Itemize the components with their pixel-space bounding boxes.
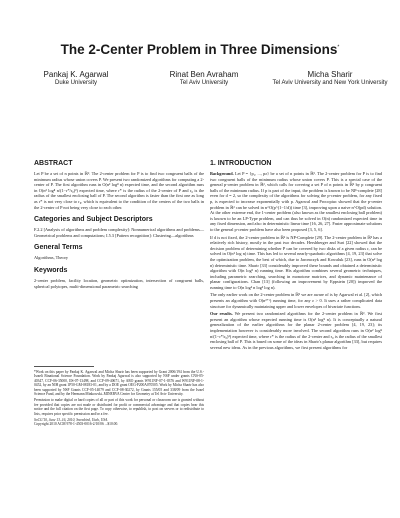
- paper-title: [0, 42, 400, 57]
- intro-paragraph-results: [210, 311, 382, 350]
- intro-paragraph-background: [210, 171, 382, 233]
- categories-text: F.2.2 [Analysis of algorithms and problem complexity]: Nonnumerical algorithms and problems—Geometrical problems and computations; I.5.3 [Pattern recognition]: Clustering—algorithms: [34, 227, 204, 238]
- right-column: [210, 160, 382, 352]
- author-affiliation: Tel Aviv University: [179, 80, 229, 86]
- author-name: Rinat Ben Avraham: [169, 70, 239, 79]
- author-1: [26, 70, 126, 87]
- general-terms-heading: General Terms: [34, 244, 83, 252]
- intro-paragraph-earlier-work: The only earlier work on the 2-center problem in ℝ³ we are aware of is by Agarwal et al. [2], which presents an algorithm with O(n³⁺ᵋ) running time, for any ε > 0. It uses a rather complicated data structure for dynamically maintaining upper and lower envelopes of bivariate functions.: [210, 292, 382, 309]
- background-text: Let P = {p₁, ..., pₙ} be a set of n points in ℝ³. The 2-center problem for P is to find two congruent balls of the minimum radius whose union covers P. This is a special case of the general p-center problem in ℝᵈ, which calls for covering a set P of n points in ℝᵈ by p congruent balls of the minimum radius. If p is part of the input, the problem is known to be NP-complete [28] even for d = 2, so the complexity of the algorithms for solving the p-center problem, for any fixed p, is expected to increase exponentially with p. Agarwal and Procopiuc showed that the p-center problem in ℝᵈ can be solved in n^O(p^(1−1/d)) time [3], improving upon a naive n^O(pd) solution. At the other extreme end, the 1-center problem (also known as the smallest enclosing ball problem) is known to be an LP-Type problem, and can thus be solved in O(n) randomized expected time in any fixed dimension, and also in deterministic linear time [16, 26, 27]. Faster approximate solutions to the general p-center problem have also been proposed [3, 5, 6].: [210, 171, 382, 232]
- categories-heading: Categories and Subject Descriptors: [34, 216, 153, 224]
- venue-line: SoCG'10, June 13–16, 2010, Snowbird, Utah, USA.: [34, 418, 109, 423]
- author-affiliation: Tel Aviv University and New York University: [272, 80, 388, 86]
- general-terms-text: Algorithms, Theory: [34, 255, 69, 261]
- author-2: [154, 70, 254, 87]
- acm-copyright-line: Copyright 2010 ACM 978-1-4503-0016-2/10/06 ...$10.00.: [34, 422, 119, 427]
- copyright-notice: Permission to make digital or hard copies of all or part of this work for personal or classroom use is granted without fee provided that copies are not made or distributed for profit or commercial advantage and that copies bear this notice and the full citation on the first page. To copy otherwise, to republish, to post on servers or to redistribute to lists, requires prior specific permission and/or a fee.: [34, 398, 204, 416]
- results-text: We present two randomized algorithms for the 2-center problem in ℝ³. We first present an algorithm whose expected running time is O(n³ log⁸ n). It is conceptually a natural generalization of the earlier algorithms for the planar 2-center problem [4, 19, 23]; its implementation however is considerably more involved. The second algorithm runs in O(n² log⁸ n/(1−r*/r₀)³) expected time, where r* is the radius of the 2-center and r₀ is the radius of the smallest enclosing ball of P. This is based on some of the ideas in Sharir's planar algorithm [33], but requires several new ideas. As in the previous algorithms, we first present algorithms for: [210, 311, 382, 350]
- footnote-rule: [34, 366, 94, 367]
- left-column: [34, 160, 204, 291]
- abstract-heading: ABSTRACT: [34, 160, 73, 167]
- author-3: [270, 70, 390, 87]
- paper-title-text: The 2-Center Problem in Three Dimensions: [60, 42, 338, 57]
- intro-paragraph-history: If d is not fixed, the 2-center problem in ℝᵈ is NP-Complete [29]. The 2-center problem in ℝ² has a relatively rich history, mostly in the past two decades. Hershberger and Suri [22] showed that the decision problem of determining whether P can be covered by two disks of a given radius r, can be solved in O(n² log n) time. This has led to several nearly-quadratic algorithms [4, 19, 23] that solve the optimization problem, the best of which, due to Jaromczyk and Kowaluk [23], runs in O(n² log n) deterministic time. Sharir [33] considerably improved these bounds and obtained a deterministic algorithm with O(n log⁹ n) running time. His algorithm combines several geometric techniques, including parametric searching, searching in monotone matrices, and dynamic maintenance of planar configurations. Chan [13] (following an improvement by Eppstein [20]) improved the running time to O(n log² n log² log n).: [210, 234, 382, 290]
- author-name: Pankaj K. Agarwal: [43, 70, 109, 79]
- keywords-text: 2-center problem, facility location, geometric optimization, intersection of congruent balls, spherical polytopes, multi-dimensional parametric searching: [34, 277, 204, 289]
- author-name: Micha Sharir: [307, 70, 353, 79]
- keywords-heading: Keywords: [34, 266, 68, 274]
- results-lead: Our results.: [210, 311, 233, 317]
- author-affiliation: Duke University: [54, 80, 97, 86]
- background-lead: Background.: [210, 171, 234, 176]
- title-footnote-mark: *: [337, 44, 340, 51]
- introduction-heading: 1. INTRODUCTION: [210, 160, 272, 167]
- funding-footnote: *Work on this paper by Pankaj K. Agarwal and Micha Sharir has been supported by Grant 2006/194 from the U.S.-Israeli Binational Science Foundation. Work by Pankaj Agarwal is also supported by NSF under grants CNS-05-40347, CCF-06-35000, IIS-07-13498, and CCF-09-40671, by ARO grants W911NF-07-1-0376 and W911NF-08-1-0452, by an NIH grant 1P50-GM-08183-01, and by a DOE grant OEG-P200A070505. Work by Micha Sharir has also been supported by NSF Grants CCF-05-14079 and CCF-08-30272, by Grants 155/05 and 338/09 from the Israel Science Fund, and by the Hermann Minkowski–MINERVA Center for Geometry at Tel Aviv University.: [34, 370, 204, 397]
- footnotes: [34, 370, 204, 427]
- abstract-text: Let P be a set of n points in ℝ³. The 2-center problem for P is to find two congruent balls of the minimum radius whose union covers P. We present two randomized algorithms for computing a 2-center of P. The first algorithm runs in O(n³ log⁸ n) expected time, and the second algorithm runs in O(n² log⁸ n/(1−r*/r₀)³) expected time, where r* is the radius of the 2-center of P and r₀ is the radius of the smallest enclosing ball of P. The second algorithm is faster than the first one as long as r* is not very close to r₀, which is equivalent to the condition of the centers of the two balls in the 2-center of P not being very close to each other.: [34, 171, 204, 210]
- author-block: [12, 70, 388, 106]
